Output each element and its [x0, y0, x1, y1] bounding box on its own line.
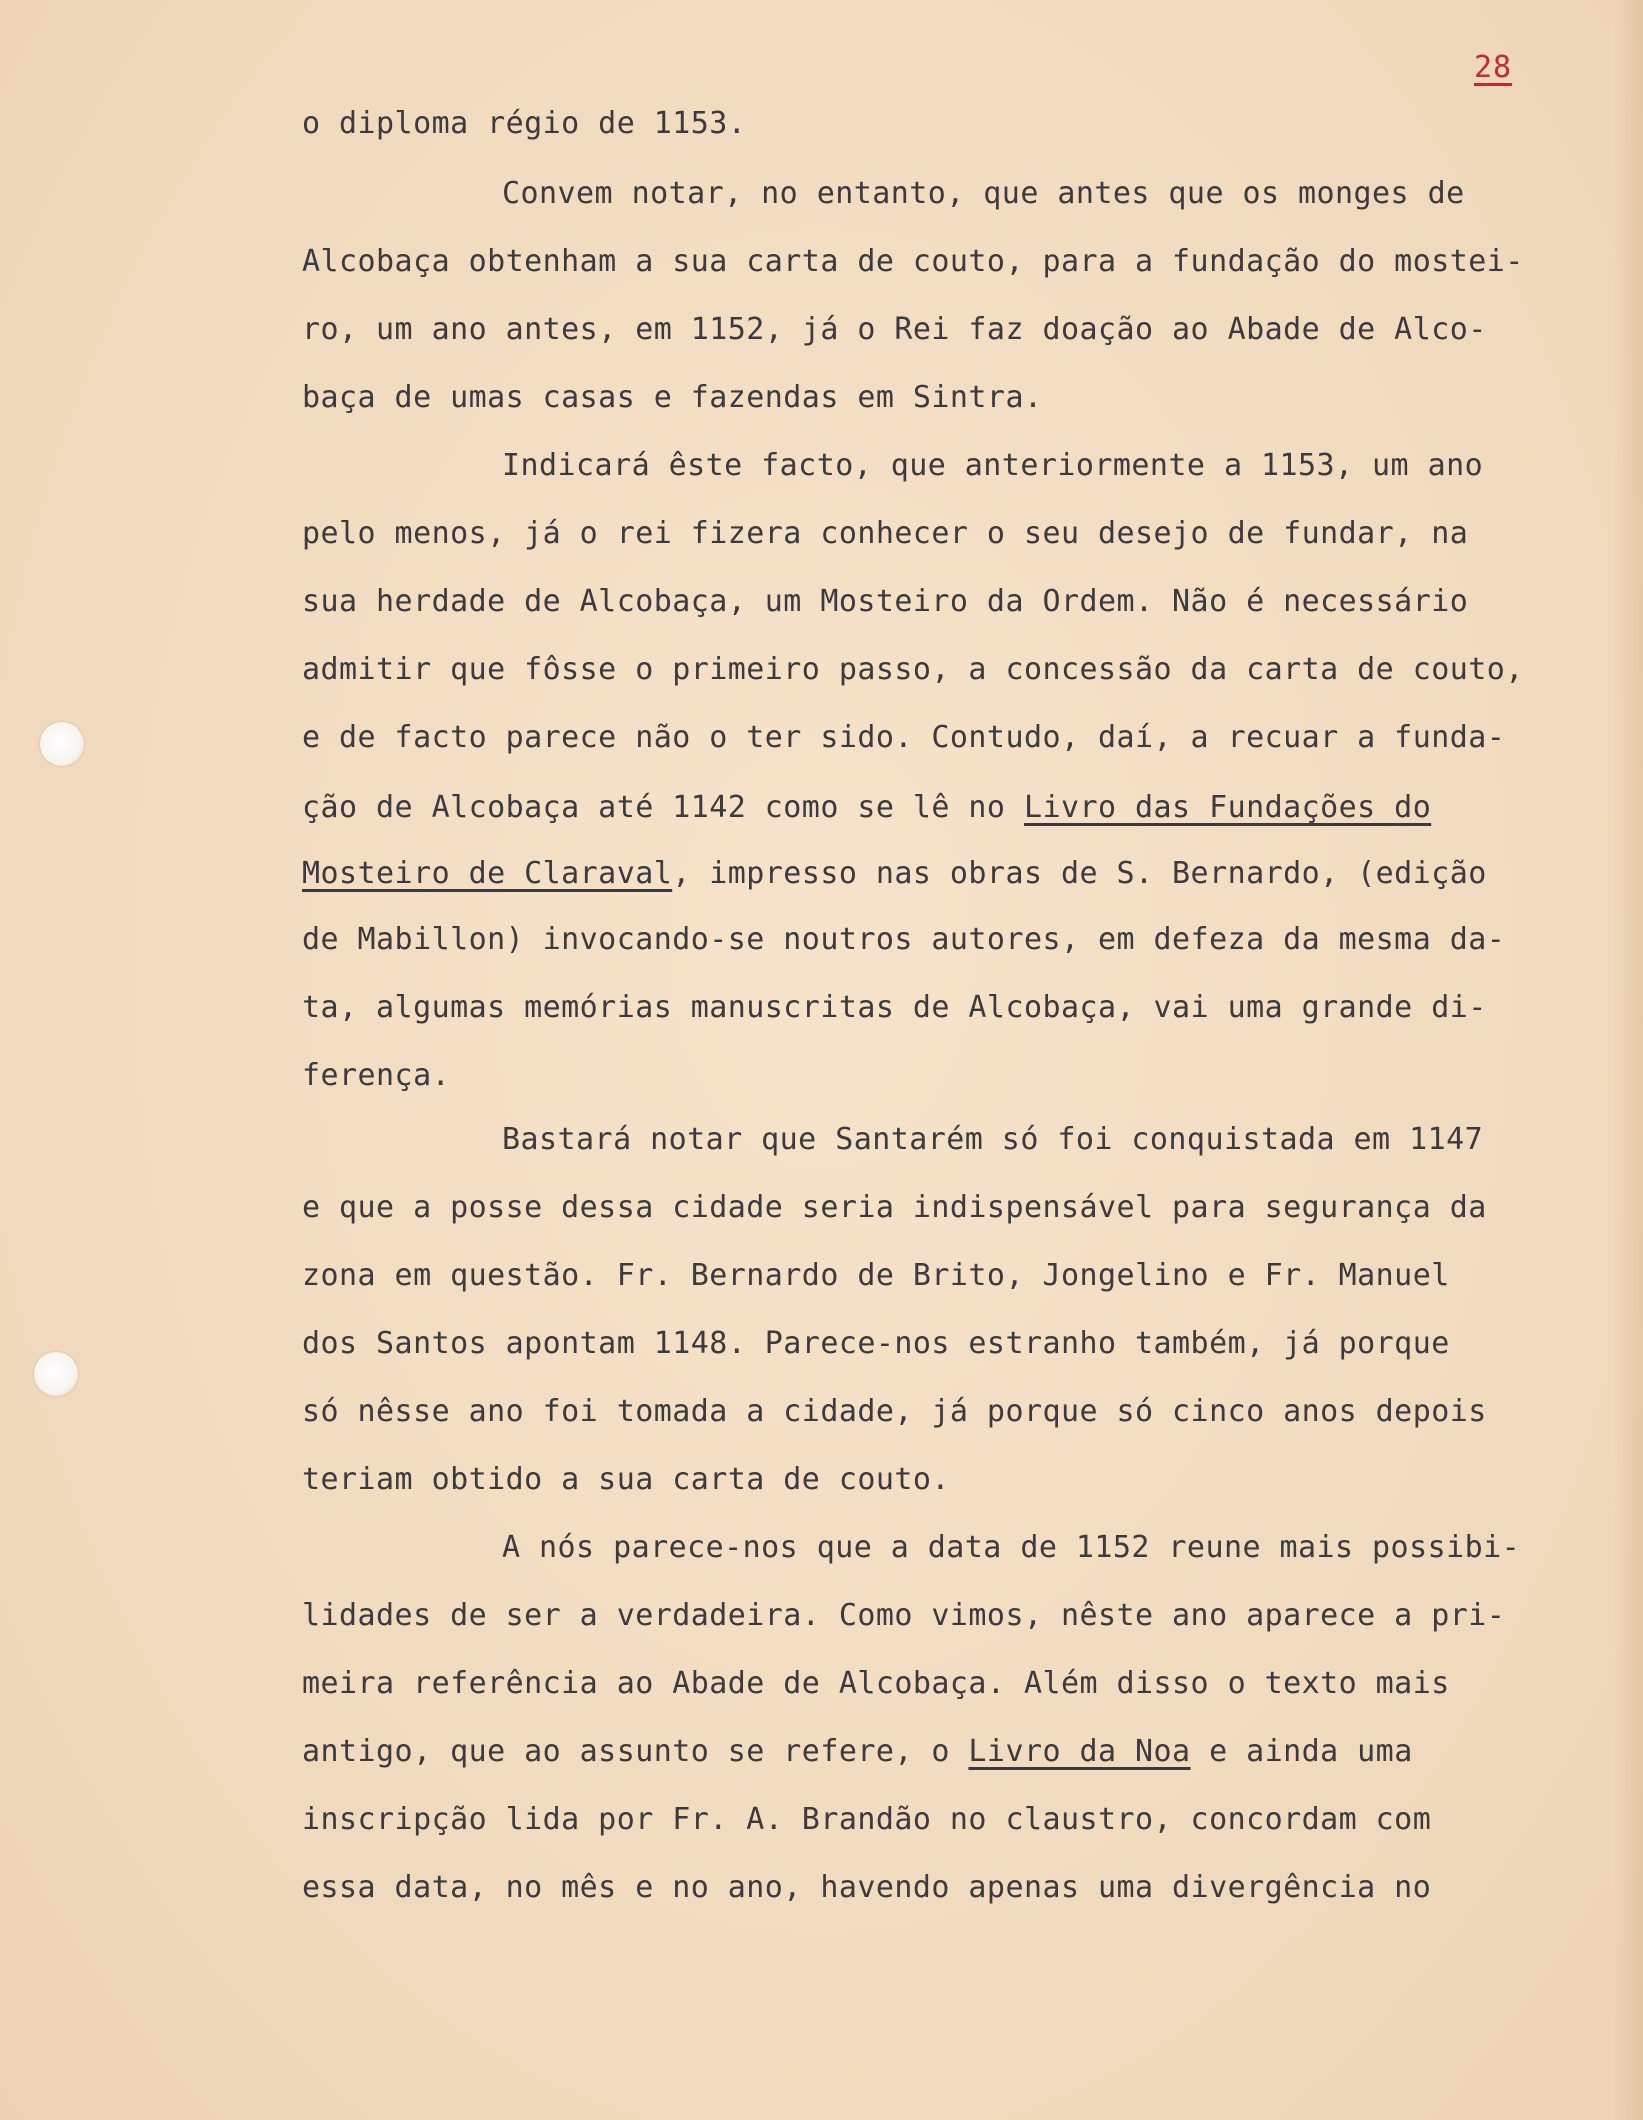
paragraph-start-line: Indicará êste facto, que anteriormente a 1153, um ano	[502, 448, 1484, 483]
text-line: inscripção lida por Fr. A. Brandão no claustro, concordam com	[302, 1802, 1432, 1837]
text-line: pelo menos, já o rei fizera conhecer o seu desejo de fundar, na	[302, 516, 1469, 551]
text-line: e que a posse dessa cidade seria indispensável para segurança da	[302, 1190, 1487, 1225]
paper-edge-shadow	[1613, 0, 1643, 2120]
text-line: de Mabillon) invocando-se noutros autores, em defeza da mesma da-	[302, 922, 1506, 957]
text-line: lidades de ser a verdadeira. Como vimos, nêste ano aparece a pri-	[302, 1598, 1506, 1633]
page-number: 28	[1474, 50, 1513, 85]
text-line: sua herdade de Alcobaça, um Mosteiro da Ordem. Não é necessário	[302, 584, 1469, 619]
text-line: teriam obtido a sua carta de couto.	[302, 1462, 950, 1497]
punch-hole-upper	[40, 722, 84, 766]
text-line: admitir que fôsse o primeiro passo, a concessão da carta de couto,	[302, 652, 1524, 687]
punch-hole-lower	[34, 1352, 78, 1396]
text-line: baça de umas casas e fazendas em Sintra.	[302, 380, 1043, 415]
paragraph-start-line: Convem notar, no entanto, que antes que os monges de	[502, 176, 1465, 211]
text-line: dos Santos apontam 1148. Parece-nos estranho também, já porque	[302, 1326, 1450, 1361]
text-line: só nêsse ano foi tomada a cidade, já porque só cinco anos depois	[302, 1394, 1487, 1429]
text-line: e de facto parece não o ter sido. Contudo, daí, a recuar a funda-	[302, 720, 1506, 755]
text-line: o diploma régio de 1153.	[302, 106, 747, 141]
text-line: ferença.	[302, 1058, 451, 1093]
text-line: essa data, no mês e no ano, havendo apenas uma divergência no	[302, 1870, 1432, 1905]
text-segment: antigo, que ao assunto se refere, o	[302, 1734, 969, 1769]
underlined-book-title: Livro da Noa	[968, 1734, 1191, 1769]
paragraph-start-line: A nós parece-nos que a data de 1152 reune mais possibi-	[502, 1530, 1521, 1565]
text-line: meira referência ao Abade de Alcobaça. Além disso o texto mais	[302, 1666, 1450, 1701]
text-line-with-title	[302, 856, 1487, 892]
text-segment: ção de Alcobaça até 1142 como se lê no	[302, 790, 1024, 825]
text-segment: , impresso nas obras de S. Bernardo, (edição	[672, 856, 1487, 891]
text-line-with-title	[302, 1734, 1413, 1770]
text-line: ro, um ano antes, em 1152, já o Rei faz doação ao Abade de Alco-	[302, 312, 1487, 347]
text-line: Alcobaça obtenham a sua carta de couto, para a fundação do mostei-	[302, 244, 1524, 279]
paragraph-start-line: Bastará notar que Santarém só foi conquistada em 1147	[502, 1122, 1484, 1157]
text-line-with-title	[302, 790, 1431, 826]
underlined-book-title: Livro das Fundações do	[1023, 790, 1432, 825]
text-line: ta, algumas memórias manuscritas de Alcobaça, vai uma grande di-	[302, 990, 1487, 1025]
text-segment: e ainda uma	[1190, 1734, 1413, 1769]
underlined-book-title: Mosteiro de Claraval	[302, 856, 673, 891]
text-line: zona em questão. Fr. Bernardo de Brito, Jongelino e Fr. Manuel	[302, 1258, 1450, 1293]
